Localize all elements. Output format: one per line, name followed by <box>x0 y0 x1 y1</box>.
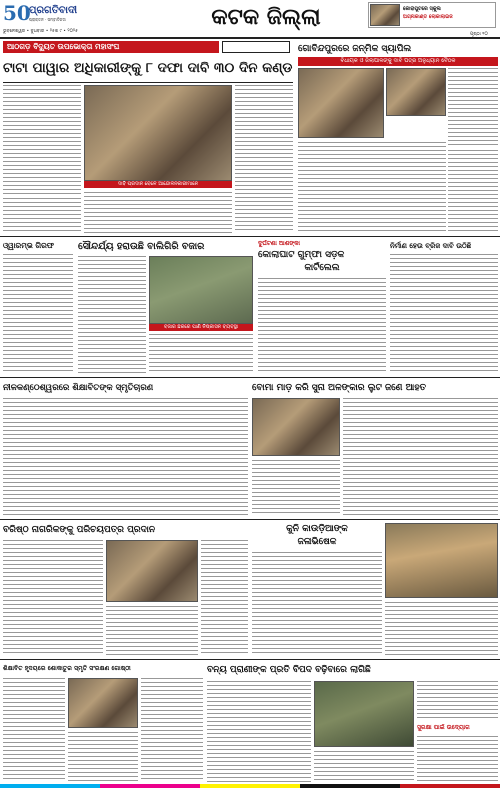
athgarh-text <box>3 254 73 374</box>
banya-text-1 <box>207 681 311 782</box>
rule-row-2 <box>0 377 500 378</box>
shiksha-text-3 <box>68 732 138 782</box>
shiksha-headline: ଶିକ୍ଷାବିତ ହୃଦୟରେ ଶୋକାତୁର ସ୍ମୃତି ସଂରକ୍ଷଣ ଗୋଷ୍ଠୀ <box>3 665 131 672</box>
kuni-headline-2: ଜଳାଭିଷେକ <box>297 537 337 547</box>
top-article-text <box>3 85 81 195</box>
logo-number: 50 <box>3 1 31 25</box>
promo-box <box>368 2 496 28</box>
top-article-text-3 <box>84 192 232 234</box>
nirmana-text <box>390 254 498 374</box>
promo-line-2: ଅଗ୍ନାକାଣ୍ଡ ଲୋକାଲାଇଜ <box>403 14 453 20</box>
top-kicker: ଆଠଗଡ଼ ବିଦ୍ୟୁତ ଉପଭୋକ୍ତା ମହାସଂଘ <box>3 41 219 53</box>
registration-bar <box>0 784 500 788</box>
top-headline: ଟାଟା ପାୱାର ଅଧିକାରୀଙ୍କୁ ୮ ଦଫା ଦାବି ୩୦ ଦିନ କଣ୍ଡ <box>3 60 293 76</box>
kolaghat-headline: କୋଲାଘାଟ ଗୁମ୍ଫା ସଡ଼କ <box>258 250 345 260</box>
kolaghat-text <box>258 278 386 374</box>
gob-text-3 <box>448 150 498 234</box>
shiksha-text-2 <box>141 678 203 782</box>
banya-photo <box>314 681 414 747</box>
bomamara-text-2 <box>252 460 340 516</box>
banya-headline: ବନ୍ୟ ପ୍ରାଣୀଙ୍କ ପ୍ରତି ବିପଦ ବଢ଼ିବାରେ ଲାଗିଛି <box>207 665 371 675</box>
nirmana-headline: ନିର୍ମାଣ ହେଉ ବ୍ରିଜ ଦାବି ଉଠିଛି <box>390 242 472 250</box>
top-article-text-4 <box>3 198 81 234</box>
nilakantha-headline: ନୀଳକଣ୍ଠେଶ୍ୱରରେ ଶିକ୍ଷାବିତଙ୍କ ସ୍ମୃତିଚାରଣ <box>3 383 154 393</box>
saundarya-text-2 <box>149 334 253 374</box>
gob-text-2 <box>298 142 446 234</box>
gob-subheadline: ବିଧାୟକ ଓ ଜିଲାପାଳଙ୍କୁ ଦାବି ପତ୍ର ଅନୁଧ୍ୟାନ ବୈଠକ <box>298 57 498 66</box>
promo-line-1: କୋରାପୁଟରେ ସ୍କୁଲ <box>403 6 441 12</box>
banya-text-3 <box>417 681 498 721</box>
section-title: କଟକ ଜିଲ୍ଲା <box>211 5 321 30</box>
kuni-photo <box>385 523 498 598</box>
logo-subtitle: ପ୍ରାକ୍ତନ · ସମ୍ବାଦିକତା <box>29 17 66 22</box>
kuni-text-2 <box>385 602 498 656</box>
top-rule <box>3 82 293 83</box>
top-article-text-2 <box>235 85 293 233</box>
promo-photo <box>370 4 400 26</box>
kuni-headline-1: କୁନି କାଉଡ଼ିଆଙ୍କ <box>286 524 348 534</box>
gob-headline: ଗୋବିନ୍ଦପୁରରେ ଜନ୍ମିକ ସ୍ୟାପିଲ <box>298 42 498 56</box>
top-photo <box>84 85 232 181</box>
varishtha-text-1 <box>3 540 103 656</box>
nilakantha-text <box>3 398 248 516</box>
bomamara-text <box>343 398 498 516</box>
saundarya-headline: ସୌନ୍ଦର୍ଯ୍ୟ ହରାଉଛି ବାଲିଗିରି ବଜାର <box>78 241 205 252</box>
masthead-logo <box>3 3 83 27</box>
bomamara-headline: ବୋମା ମାଡ଼ କରି ସୁନା ଅଳଙ୍କାର ଲୁଟ ଜଣେ ଆହତ <box>252 383 426 393</box>
rule-row-4 <box>0 659 500 660</box>
kicker-box <box>222 41 290 53</box>
saundarya-text-1 <box>78 256 146 374</box>
rule-row-3 <box>0 519 500 520</box>
varishtha-photo <box>106 540 198 602</box>
saundarya-caption: ବଜାର ଛକରେ ପାଣି ନିଷ୍କାସନ ବ୍ୟବସ୍ଥା <box>149 324 253 331</box>
gob-photo-1 <box>298 68 384 138</box>
kolaghat-headline-2: କାର୍ଟିଲେଲ <box>304 263 340 273</box>
paper-name: ପ୍ରଗତିବାଦୀ <box>29 5 78 16</box>
masthead-rule <box>0 37 500 39</box>
saundarya-photo <box>149 256 253 324</box>
top-photo-caption: ଦାବି ପ୍ରଦାନ ବେଳେ ଆନ୍ଦୋଳନକାରୀମାନେ <box>84 181 232 188</box>
varishtha-text-2 <box>201 540 248 656</box>
kuni-text <box>252 552 382 656</box>
athgarh-headline: ଓ୍ୱାରମ୍ଭ ଗିରଫ <box>3 241 54 250</box>
shiksha-photo <box>68 678 138 728</box>
date-line: ଭୁବନେଶ୍ୱର • ବୁଧବାର • ୨୫ଶ ୯ • ୨୦୨୫ <box>3 29 78 34</box>
banya-text-4 <box>417 736 498 782</box>
banya-text-2 <box>314 751 414 782</box>
gob-text-1 <box>448 68 498 148</box>
varishtha-text-3 <box>106 606 198 656</box>
varishtha-headline: ବରିଷ୍ଠ ନାଗରିକଙ୍କୁ ପରିଚୟପତ୍ର ପ୍ରଦାନ <box>3 525 156 535</box>
shiksha-text-1 <box>3 678 65 782</box>
gob-photo-2 <box>386 68 446 116</box>
bomamara-photo <box>252 398 340 456</box>
durghatana-kicker: ଦୁର୍ଘଟଣା ଆଶଙ୍କା <box>258 240 300 247</box>
page-number: ପୃଷ୍ଠା ୧୦ <box>470 32 488 37</box>
banya-side-headline: ସୁରକ୍ଷା ପାଇଁ ଉଦ୍ୟୋଗ <box>417 724 470 731</box>
rule-row-1 <box>0 236 500 237</box>
